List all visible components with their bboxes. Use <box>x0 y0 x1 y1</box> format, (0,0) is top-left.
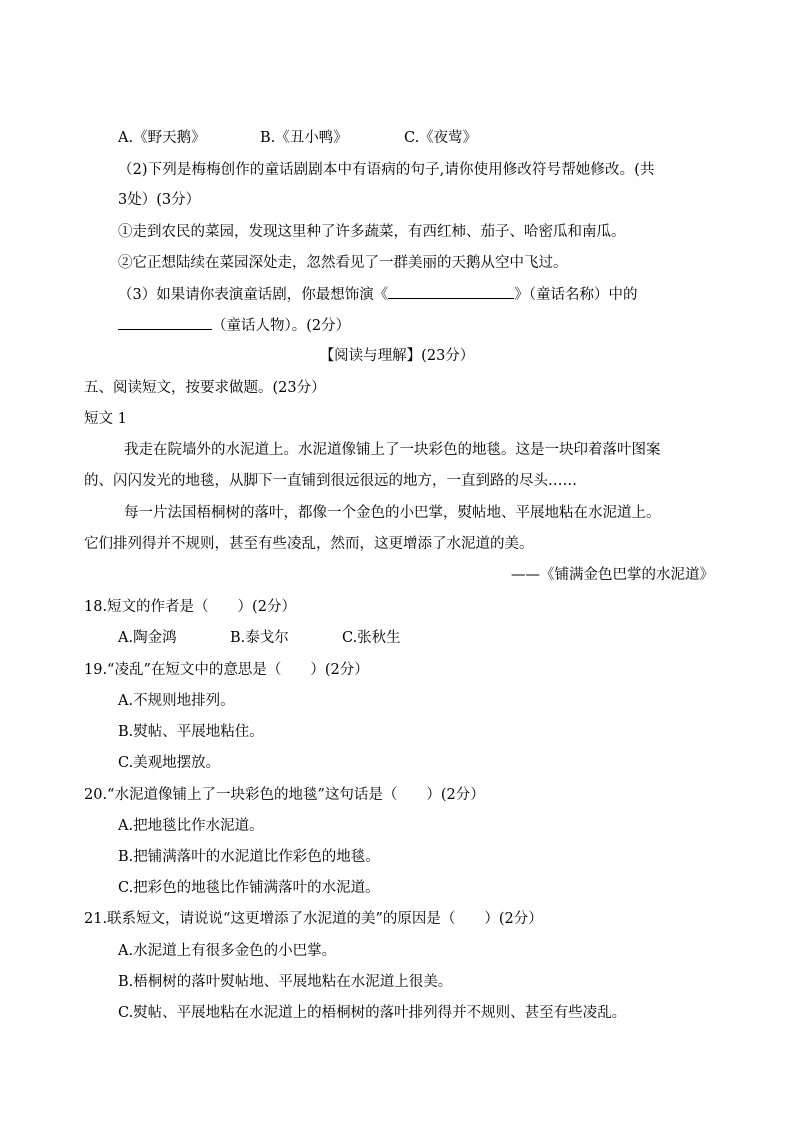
q18-stem: 18.短文的作者是（ ）(2分） <box>84 599 296 615</box>
faulty-sentence-2: ②它正想陆续在菜园深处走，忽然看见了一群美丽的天鹅从空中飞过。 <box>118 255 568 271</box>
q19-stem: 19.“凌乱”在短文中的意思是（ ）(2分） <box>84 662 369 678</box>
q21-option-c[interactable]: C.熨帖、平展地粘在水泥道上的梧桐树的落叶排列得并不规则、甚至有些凌乱。 <box>118 1005 627 1021</box>
q19-option-c[interactable]: C.美观地摆放。 <box>118 755 221 771</box>
q21-option-a[interactable]: A.水泥道上有很多金色的小巴掌。 <box>118 943 337 959</box>
q18-option-c[interactable]: C.张秋生 <box>342 630 401 646</box>
q21-stem: 21.联系短文，请说说“这更增添了水泥道的美”的原因是（ ）(2分） <box>84 911 543 927</box>
q17-3-line2 <box>118 315 350 336</box>
q19-option-a[interactable]: A.不规则地排列。 <box>118 693 235 709</box>
q18-option-b[interactable]: B.泰戈尔 <box>230 630 289 646</box>
q21-option-b[interactable]: B.梧桐树的落叶熨帖地、平展地粘在水泥道上很美。 <box>118 974 453 990</box>
q17-2-stem-line1: （2)下列是梅梅创作的童话剧剧本中有语病的句子,请你使用修改符号帮她修改。(共 <box>118 162 655 178</box>
q19-option-b[interactable]: B.熨帖、平展地粘住。 <box>118 724 264 740</box>
q17-option-c: C.《夜莺》 <box>404 130 478 146</box>
q17-3-prefix: （3）如果请你表演童话剧，你最想饰演《 <box>118 287 389 303</box>
q17-3-line1 <box>118 284 637 305</box>
q17-3-suffix: （童话人物）。(2分） <box>212 318 351 334</box>
q17-option-b: B.《丑小鸭》 <box>260 130 348 146</box>
q17-option-a: A.《野天鹅》 <box>118 130 206 146</box>
passage-p2-line1: 每一片法国梧桐树的落叶，都像一个金色的小巴掌，熨帖地、平展地粘在水泥道上。 <box>124 505 661 521</box>
character-blank[interactable] <box>118 315 212 330</box>
q17-3-middle: 》（童话名称）中的 <box>514 287 638 303</box>
passage-p1-line1: 我走在院墙外的水泥道上。水泥道像铺上了一块彩色的地毯。这是一块印着落叶图案 <box>124 442 661 458</box>
passage-p2-line2: 它们排列得并不规则，甚至有些凌乱，然而，这更增添了水泥道的美。 <box>84 536 534 552</box>
q20-option-a[interactable]: A.把地毯比作水泥道。 <box>118 818 264 834</box>
passage-p1-line2: 的、闪闪发光的地毯，从脚下一直铺到很远很远的地方，一直到路的尽头…… <box>84 473 577 489</box>
q18-option-a[interactable]: A.陶金鸿 <box>118 630 177 646</box>
part5-title: 五、阅读短文，按要求做题。(23分） <box>84 380 326 396</box>
faulty-sentence-1: ①走到农民的菜园，发现这里种了许多蔬菜，有西红柿、茄子、哈密瓜和南瓜。 <box>118 224 626 240</box>
q20-option-b[interactable]: B.把铺满落叶的水泥道比作彩色的地毯。 <box>118 849 380 865</box>
passage-label: 短文 1 <box>84 411 127 427</box>
q20-stem: 20.“水泥道像铺上了一块彩色的地毯”这句话是（ ）(2分） <box>84 787 485 803</box>
q20-option-c[interactable]: C.把彩色的地毯比作铺满落叶的水泥道。 <box>118 880 380 896</box>
section-title: 【阅读与理解】(23分） <box>319 348 475 364</box>
q17-2-stem-line2: 3处）(3分） <box>118 192 201 208</box>
story-name-blank[interactable] <box>388 284 514 299</box>
passage-source: ——《铺满金色巴掌的水泥道》 <box>511 567 714 583</box>
